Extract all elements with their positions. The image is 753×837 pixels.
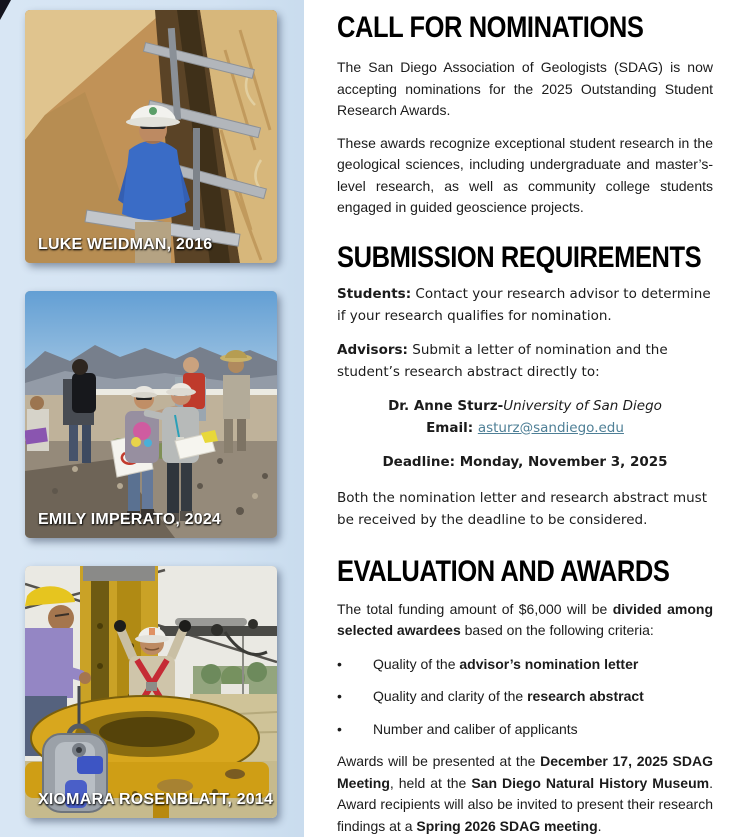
evaluation-and-awards-heading: EVALUATION AND AWARDS <box>337 554 670 588</box>
text-run: based on the following criteria: <box>460 622 654 638</box>
advisors-paragraph <box>337 339 713 383</box>
page-corner-fold <box>0 0 11 20</box>
bullet-dot-icon <box>337 654 373 676</box>
text-run-bold: research abstract <box>527 688 644 704</box>
text-run: , held at the <box>389 774 472 791</box>
advisors-label: Advisors: <box>337 341 408 358</box>
text-run: Awards will be presented at the <box>337 753 541 769</box>
email-label: Email: <box>426 419 478 436</box>
flyer-content <box>304 0 753 837</box>
text-run: . <box>597 817 602 834</box>
students-label: Students: <box>337 285 412 302</box>
bullet-dot-icon <box>337 686 373 708</box>
contact-block <box>337 395 713 473</box>
criteria-bullet-2 <box>337 686 713 708</box>
photo-card-xiomara-rosenblatt <box>25 566 277 818</box>
bullet-dot-icon <box>337 719 373 741</box>
advisors-text: Submit a letter of nomination and the student’s research abstract directly to: <box>337 341 668 380</box>
bullet-text <box>373 654 638 676</box>
deadline-line: Deadline: Monday, November 3, 2025 <box>382 453 668 470</box>
drill-rig-photo-illustration <box>25 566 277 818</box>
text-run-bold: advisor’s nomination letter <box>459 655 639 672</box>
text-run: Quality of the <box>373 655 460 672</box>
text-run: Number and caliber of applicants <box>373 720 578 737</box>
photo-sidebar <box>0 0 304 837</box>
desert-field-mapping-photo-illustration <box>25 291 277 538</box>
evaluation-intro <box>337 599 713 642</box>
photo-caption: LUKE WEIDMAN, 2016 <box>38 236 213 253</box>
photo-card-emily-imperato <box>25 291 277 538</box>
text-run: . Award recipients will also be invited to present their research findings at a <box>337 774 713 834</box>
call-for-nominations-heading: CALL FOR NOMINATIONS <box>337 11 644 44</box>
nominations-paragraph-1: The San Diego Association of Geologists (SDAG) is now accepting nominations for the 2025 Outstanding Student Research Awards. <box>337 59 713 118</box>
students-text: Contact your research advisor to determine if your research qualifies for nomination. <box>337 285 711 324</box>
contact-affiliation: University of San Diego <box>503 397 662 414</box>
submission-requirements-heading: SUBMISSION REQUIREMENTS <box>337 240 702 274</box>
text-run-bold: divided among selected awardees <box>337 600 713 638</box>
photo-caption: XIOMARA ROSENBLATT, 2014 <box>38 791 274 808</box>
criteria-bullet-3 <box>337 719 713 741</box>
text-run-bold: Spring 2026 SDAG meeting <box>416 817 598 834</box>
bullet-text <box>373 719 578 741</box>
photo-card-luke-weidman <box>25 10 277 263</box>
students-paragraph <box>337 283 713 327</box>
photo-caption: EMILY IMPERATO, 2024 <box>38 511 222 528</box>
text-run-bold: San Diego Natural History Museum <box>471 774 710 791</box>
trench-shoring-photo-illustration <box>25 10 277 263</box>
awards-presentation-paragraph <box>337 751 713 837</box>
text-run-bold: December 17, 2025 SDAG Meeting <box>337 753 713 791</box>
contact-name-line <box>337 395 713 417</box>
text-run: The total funding amount of $6,000 will be <box>337 600 613 617</box>
nominations-paragraph-2: These awards recognize exceptional student research in the geological sciences, including undergraduate and master’s-level research, as well as community college students engaged in guided geoscience projects. <box>337 134 713 215</box>
bullet-text <box>373 686 644 708</box>
contact-name: Dr. Anne Sturz- <box>388 397 504 414</box>
text-run: Quality and clarity of the <box>373 688 528 704</box>
email-link[interactable]: asturz@sandiego.edu <box>477 419 624 436</box>
deadline-note: Both the nomination letter and research abstract must be received by the deadline to be considered. <box>337 489 708 528</box>
criteria-bullet-1 <box>337 654 713 676</box>
contact-email-line <box>337 417 713 439</box>
